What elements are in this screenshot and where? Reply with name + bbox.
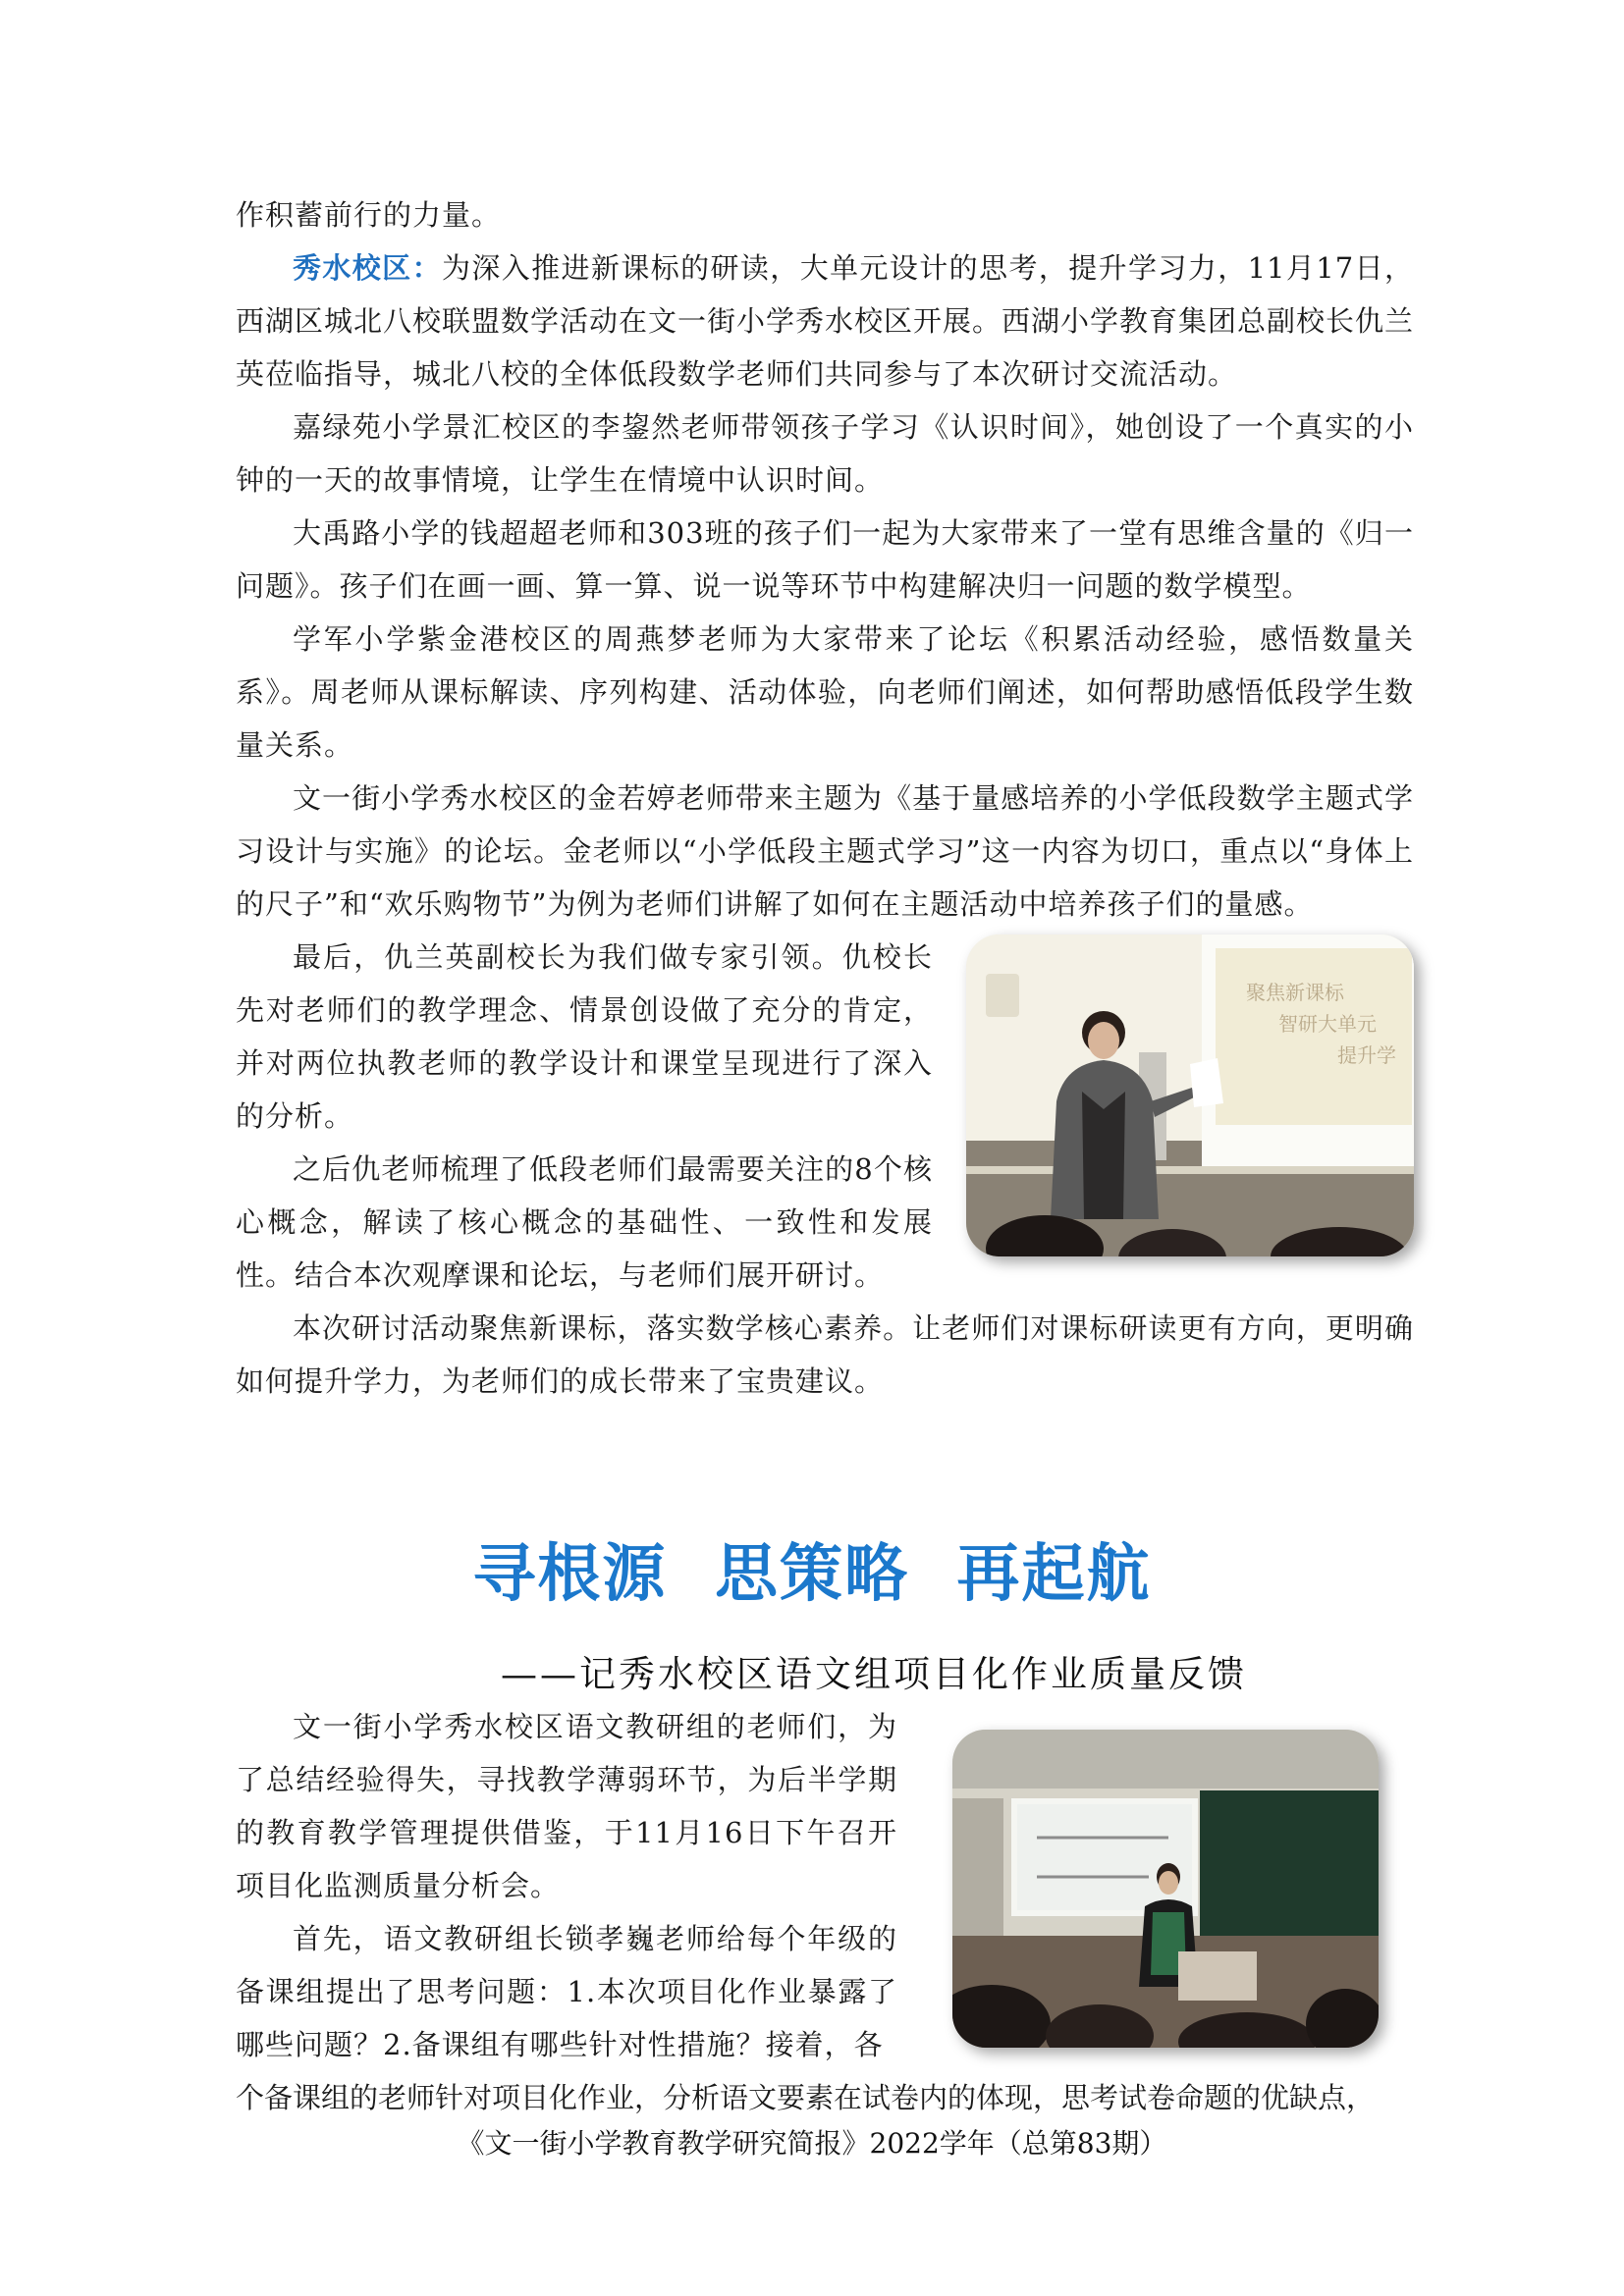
article-subtitle: ——记秀水校区语文组项目化作业质量反馈: [501, 1653, 1247, 1695]
paragraph-jin-teacher: 文一街小学秀水校区的金若婷老师带来主题为《基于量感培养的小学低段数学主题式学习设计与实施》的论坛。金老师以“小学低段主题式学习”这一内容为切口，重点以“身体上的尺子”和“欢乐购物节”为例为老师们讲解了如何在主题活动中培养孩子们的量感。: [236, 781, 1414, 921]
slide-line-3: 提升学: [1337, 1043, 1396, 1067]
photo-principal-speaking: [966, 934, 1414, 1256]
paragraph-xiushui-campus: [236, 241, 1414, 400]
paragraph-qiu-principal: 最后，仇兰英副校长为我们做专家引领。仇校长先对老师们的教学理念、情景创设做了充分的肯定，并对两位执教老师的教学设计和课堂呈现进行了深入的分析。: [236, 940, 933, 1133]
meeting-photo-graphic: [952, 1730, 1379, 2048]
paragraph-continuation: 作积蓄前行的力量。: [236, 198, 502, 232]
paragraph-qian-teacher: 大禹路小学的钱超超老师和303班的孩子们一起为大家带来了一堂有思维含量的《归一问题》。孩子们在画一画、算一算、说一说等环节中构建解决归一问题的数学模型。: [236, 516, 1414, 603]
classroom-photo-graphic: [966, 934, 1414, 1256]
campus-label: 秀水校区：: [293, 251, 442, 285]
article-title: 寻根源 思策略 再起航: [472, 1538, 1152, 1611]
paragraph-text: 为深入推进新课标的研读，大单元设计的思考，提升学习力，11月17日，西湖区城北八校联盟数学活动在文一街小学秀水校区开展。西湖小学教育集团总副校长仇兰英莅临指导，城北八校的全体低段数学老师们共同参与了本次研讨交流活动。: [236, 251, 1415, 391]
page-footer: 《文一街小学教育教学研究简报》2022学年（总第83期）: [457, 2127, 1167, 2160]
paragraph-conclusion: 本次研讨活动聚焦新课标，落实数学核心素养。让老师们对课标研读更有方向，更明确如何提升学力，为老师们的成长带来了宝贵建议。: [236, 1311, 1414, 1398]
paragraph-chinese-group: 文一街小学秀水校区语文教研组的老师们，为了总结经验得失，寻找教学薄弱环节，为后半学期的教育教学管理提供借鉴，于11月16日下午召开项目化监测质量分析会。: [236, 1710, 897, 1902]
paragraph-zhou-teacher: 学军小学紫金港校区的周燕梦老师为大家带来了论坛《积累活动经验，感悟数量关系》。周老师从课标解读、序列构建、活动体验，向老师们阐述，如何帮助感悟低段学生数量关系。: [236, 622, 1414, 762]
slide-line-2: 智研大单元: [1278, 1012, 1377, 1036]
paragraph-li-teacher: 嘉绿苑小学景汇校区的李鋆然老师带领孩子学习《认识时间》，她创设了一个真实的小钟的一天的故事情境，让学生在情境中认识时间。: [236, 410, 1414, 497]
paragraph-core-concepts: 之后仇老师梳理了低段老师们最需要关注的8个核心概念，解读了核心概念的基础性、一致性和发展性。结合本次观摩课和论坛，与老师们展开研讨。: [236, 1152, 933, 1292]
photo-chinese-meeting: [952, 1730, 1379, 2048]
slide-line-1: 聚焦新课标: [1246, 981, 1344, 1004]
paragraph-questions: 首先，语文教研组长锁孝巍老师给每个年级的备课组提出了思考问题：1.本次项目化作业暴露了哪些问题？2.备课组有哪些针对性措施？接着，各: [236, 1922, 897, 2061]
paragraph-analysis: 个备课组的老师针对项目化作业，分析语文要素在试卷内的体现，思考试卷命题的优缺点，: [236, 2081, 1376, 2114]
